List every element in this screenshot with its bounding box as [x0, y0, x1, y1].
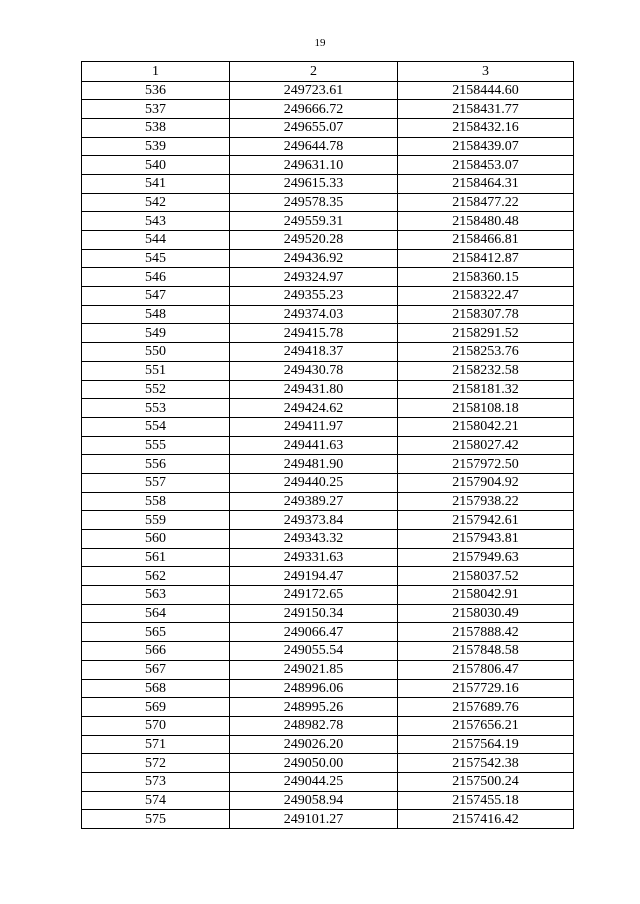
x-coordinate-cell: 249355.23 — [230, 287, 398, 306]
point-number-cell: 571 — [82, 735, 230, 754]
y-coordinate-cell: 2157689.76 — [398, 698, 574, 717]
point-number-cell: 563 — [82, 586, 230, 605]
table-row — [82, 268, 574, 287]
y-coordinate-cell: 2158466.81 — [398, 231, 574, 250]
x-coordinate-cell: 249026.20 — [230, 735, 398, 754]
table-row — [82, 436, 574, 455]
point-number-cell: 555 — [82, 436, 230, 455]
table-row — [82, 100, 574, 119]
point-number-cell: 566 — [82, 642, 230, 661]
point-number-cell: 549 — [82, 324, 230, 343]
table-row — [82, 698, 574, 717]
x-coordinate-cell: 249418.37 — [230, 343, 398, 362]
y-coordinate-cell: 2157500.24 — [398, 772, 574, 791]
y-coordinate-cell: 2158181.32 — [398, 380, 574, 399]
point-number-cell: 554 — [82, 417, 230, 436]
y-coordinate-cell: 2158042.21 — [398, 417, 574, 436]
table-row — [82, 249, 574, 268]
point-number-cell: 540 — [82, 156, 230, 175]
point-number-cell: 541 — [82, 174, 230, 193]
y-coordinate-cell: 2158307.78 — [398, 305, 574, 324]
point-number-cell: 562 — [82, 567, 230, 586]
point-number-cell: 567 — [82, 660, 230, 679]
y-coordinate-cell: 2158432.16 — [398, 118, 574, 137]
x-coordinate-cell: 249431.80 — [230, 380, 398, 399]
x-coordinate-cell: 249559.31 — [230, 212, 398, 231]
y-coordinate-cell: 2158042.91 — [398, 586, 574, 605]
x-coordinate-cell: 249172.65 — [230, 586, 398, 605]
x-coordinate-cell: 249666.72 — [230, 100, 398, 119]
y-coordinate-cell: 2158108.18 — [398, 399, 574, 418]
point-number-cell: 569 — [82, 698, 230, 717]
point-number-cell: 565 — [82, 623, 230, 642]
y-coordinate-cell: 2158253.76 — [398, 343, 574, 362]
point-number-cell: 575 — [82, 810, 230, 829]
y-coordinate-cell: 2157904.92 — [398, 473, 574, 492]
table-row — [82, 305, 574, 324]
table-row — [82, 473, 574, 492]
table-row — [82, 548, 574, 567]
table-row — [82, 324, 574, 343]
point-number-cell: 564 — [82, 604, 230, 623]
table-row — [82, 231, 574, 250]
x-coordinate-cell: 249373.84 — [230, 511, 398, 530]
y-coordinate-cell: 2158027.42 — [398, 436, 574, 455]
point-number-cell: 568 — [82, 679, 230, 698]
column-header-2: 2 — [230, 62, 398, 82]
table-row — [82, 361, 574, 380]
x-coordinate-cell: 249044.25 — [230, 772, 398, 791]
point-number-cell: 545 — [82, 249, 230, 268]
x-coordinate-cell: 248996.06 — [230, 679, 398, 698]
x-coordinate-cell: 249150.34 — [230, 604, 398, 623]
y-coordinate-cell: 2158232.58 — [398, 361, 574, 380]
table-row — [82, 679, 574, 698]
y-coordinate-cell: 2157542.38 — [398, 754, 574, 773]
x-coordinate-cell: 249055.54 — [230, 642, 398, 661]
column-header-1: 1 — [82, 62, 230, 82]
point-number-cell: 551 — [82, 361, 230, 380]
y-coordinate-cell: 2158439.07 — [398, 137, 574, 156]
y-coordinate-cell: 2158431.77 — [398, 100, 574, 119]
y-coordinate-cell: 2158444.60 — [398, 81, 574, 100]
table-header — [82, 62, 574, 82]
point-number-cell: 544 — [82, 231, 230, 250]
table-row — [82, 380, 574, 399]
x-coordinate-cell: 248982.78 — [230, 716, 398, 735]
y-coordinate-cell: 2157888.42 — [398, 623, 574, 642]
table-row — [82, 455, 574, 474]
y-coordinate-cell: 2157455.18 — [398, 791, 574, 810]
y-coordinate-cell: 2157972.50 — [398, 455, 574, 474]
y-coordinate-cell: 2158030.49 — [398, 604, 574, 623]
table-row — [82, 791, 574, 810]
table-body — [82, 81, 574, 829]
table-row — [82, 137, 574, 156]
table-row — [82, 399, 574, 418]
column-header-3: 3 — [398, 62, 574, 82]
point-number-cell: 574 — [82, 791, 230, 810]
y-coordinate-cell: 2157848.58 — [398, 642, 574, 661]
table-row — [82, 417, 574, 436]
table-row — [82, 511, 574, 530]
table-row — [82, 642, 574, 661]
coordinates-table — [81, 61, 574, 829]
page-number: 19 — [314, 37, 326, 49]
table-row — [82, 623, 574, 642]
point-number-cell: 572 — [82, 754, 230, 773]
y-coordinate-cell: 2157564.19 — [398, 735, 574, 754]
x-coordinate-cell: 249424.62 — [230, 399, 398, 418]
x-coordinate-cell: 249331.63 — [230, 548, 398, 567]
point-number-cell: 548 — [82, 305, 230, 324]
x-coordinate-cell: 249021.85 — [230, 660, 398, 679]
table-row — [82, 81, 574, 100]
y-coordinate-cell: 2158037.52 — [398, 567, 574, 586]
x-coordinate-cell: 249436.92 — [230, 249, 398, 268]
x-coordinate-cell: 248995.26 — [230, 698, 398, 717]
y-coordinate-cell: 2158480.48 — [398, 212, 574, 231]
y-coordinate-cell: 2157949.63 — [398, 548, 574, 567]
y-coordinate-cell: 2158291.52 — [398, 324, 574, 343]
table-row — [82, 156, 574, 175]
point-number-cell: 560 — [82, 530, 230, 549]
table-row — [82, 660, 574, 679]
point-number-cell: 570 — [82, 716, 230, 735]
point-number-cell: 542 — [82, 193, 230, 212]
x-coordinate-cell: 249644.78 — [230, 137, 398, 156]
y-coordinate-cell: 2157729.16 — [398, 679, 574, 698]
point-number-cell: 536 — [82, 81, 230, 100]
point-number-cell: 552 — [82, 380, 230, 399]
y-coordinate-cell: 2157942.61 — [398, 511, 574, 530]
table-row — [82, 754, 574, 773]
x-coordinate-cell: 249655.07 — [230, 118, 398, 137]
x-coordinate-cell: 249481.90 — [230, 455, 398, 474]
y-coordinate-cell: 2158360.15 — [398, 268, 574, 287]
point-number-cell: 546 — [82, 268, 230, 287]
x-coordinate-cell: 249578.35 — [230, 193, 398, 212]
point-number-cell: 557 — [82, 473, 230, 492]
x-coordinate-cell: 249343.32 — [230, 530, 398, 549]
point-number-cell: 543 — [82, 212, 230, 231]
x-coordinate-cell: 249101.27 — [230, 810, 398, 829]
x-coordinate-cell: 249520.28 — [230, 231, 398, 250]
x-coordinate-cell: 249723.61 — [230, 81, 398, 100]
y-coordinate-cell: 2157416.42 — [398, 810, 574, 829]
y-coordinate-cell: 2157943.81 — [398, 530, 574, 549]
header-row — [82, 62, 574, 82]
x-coordinate-cell: 249324.97 — [230, 268, 398, 287]
table-row — [82, 716, 574, 735]
table-row — [82, 735, 574, 754]
table-row — [82, 810, 574, 829]
table-row — [82, 118, 574, 137]
point-number-cell: 553 — [82, 399, 230, 418]
y-coordinate-cell: 2158464.31 — [398, 174, 574, 193]
table-row — [82, 343, 574, 362]
table-row — [82, 212, 574, 231]
point-number-cell: 537 — [82, 100, 230, 119]
table-row — [82, 193, 574, 212]
x-coordinate-cell: 249441.63 — [230, 436, 398, 455]
x-coordinate-cell: 249194.47 — [230, 567, 398, 586]
table-row — [82, 604, 574, 623]
x-coordinate-cell: 249058.94 — [230, 791, 398, 810]
point-number-cell: 538 — [82, 118, 230, 137]
point-number-cell: 573 — [82, 772, 230, 791]
x-coordinate-cell: 249389.27 — [230, 492, 398, 511]
x-coordinate-cell: 249430.78 — [230, 361, 398, 380]
point-number-cell: 539 — [82, 137, 230, 156]
point-number-cell: 558 — [82, 492, 230, 511]
x-coordinate-cell: 249615.33 — [230, 174, 398, 193]
point-number-cell: 559 — [82, 511, 230, 530]
x-coordinate-cell: 249411.97 — [230, 417, 398, 436]
table-row — [82, 174, 574, 193]
point-number-cell: 550 — [82, 343, 230, 362]
point-number-cell: 547 — [82, 287, 230, 306]
y-coordinate-cell: 2157656.21 — [398, 716, 574, 735]
y-coordinate-cell: 2158453.07 — [398, 156, 574, 175]
y-coordinate-cell: 2157806.47 — [398, 660, 574, 679]
x-coordinate-cell: 249440.25 — [230, 473, 398, 492]
x-coordinate-cell: 249050.00 — [230, 754, 398, 773]
table-row — [82, 287, 574, 306]
y-coordinate-cell: 2158412.87 — [398, 249, 574, 268]
point-number-cell: 561 — [82, 548, 230, 567]
x-coordinate-cell: 249066.47 — [230, 623, 398, 642]
table-row — [82, 772, 574, 791]
x-coordinate-cell: 249415.78 — [230, 324, 398, 343]
point-number-cell: 556 — [82, 455, 230, 474]
y-coordinate-cell: 2158477.22 — [398, 193, 574, 212]
table-row — [82, 530, 574, 549]
table-row — [82, 567, 574, 586]
x-coordinate-cell: 249631.10 — [230, 156, 398, 175]
table-row — [82, 492, 574, 511]
y-coordinate-cell: 2157938.22 — [398, 492, 574, 511]
x-coordinate-cell: 249374.03 — [230, 305, 398, 324]
y-coordinate-cell: 2158322.47 — [398, 287, 574, 306]
table-row — [82, 586, 574, 605]
